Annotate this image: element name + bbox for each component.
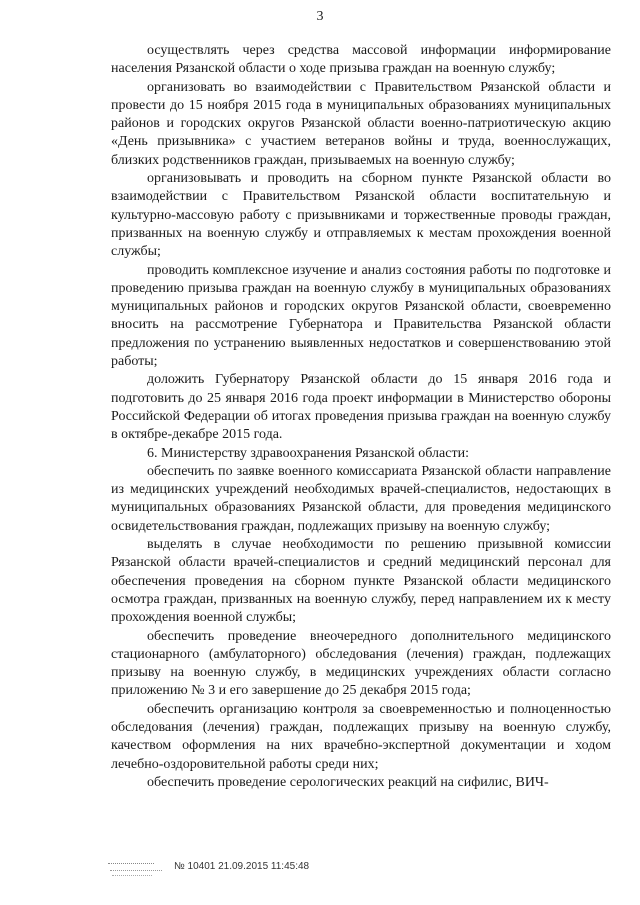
paragraph: обеспечить проведение внеочередного дополнительного медицинского стационарного (амбулаторного) обследования (лечения) граждан, подлежащих призыву на военную службу, в медицинских учреждениях области согласно приложению № 3 и его завершение до 25 декабря 2015 года; [111, 628, 611, 699]
paragraph: осуществлять через средства массовой информации информирование населения Рязанской области о ходе призыва граждан на военную службу; [111, 43, 611, 77]
document-body [111, 42, 611, 792]
paragraph: обеспечить по заявке военного комиссариата Рязанской области направление из медицинских учреждений необходимых врачей-специалистов, недостающих в муниципальных образованиях Рязанской области, для проведения медицинского освидетельствования граждан, подлежащих призыву на военную службу; [111, 463, 611, 534]
paragraph: проводить комплексное изучение и анализ состояния работы по подготовке и проведению призыва граждан на военную службу в муниципальных образованиях муниципальных районов и городских округов Рязанской области, своевременно вносить на рассмотрение Губернатора и Правительства Рязанской области предложения по устранению выявленных недостатков и совершенствованию этой работы; [111, 262, 611, 370]
page-number: 3 [316, 9, 324, 24]
paragraph: организовывать и проводить на сборном пункте Рязанской области во взаимодействии с Правительством Рязанской области воспитательную и культурно-массовую работу с призывниками и торжественные проводы граждан, призванных на военную службу и отправляемых к местам прохождения военной службы; [111, 171, 611, 260]
paragraph: обеспечить проведение серологических реакций на сифилис, ВИЧ- [147, 774, 549, 790]
paragraph: выделять в случае необходимости по решению призывной комиссии Рязанской области врачей-специалистов и средний медицинский персонал для обеспечения проведения на сборном пункте Рязанской области медицинского осмотра граждан, призванных на военную службу, перед направлением их к месту прохождения военной службы; [111, 537, 611, 626]
paragraph: обеспечить организацию контроля за своевременностью и полноценностью обследования (лечения) граждан, подлежащих призыву на военную службу, качеством оформления на них врачебно-экспертной документации и ходом лечебно-оздоровительной работы среди них; [111, 701, 611, 772]
paragraph: организовать во взаимодействии с Правительством Рязанской области и провести до 15 ноября 2015 года в муниципальных образованиях муниципальных районов и городских округов Рязанской области военно-патриотическую акцию «День призывника» с участием ветеранов войны и труда, военнослужащих, близких родственников граждан, призываемых на военную службу; [111, 79, 611, 168]
registration-stamp-mark [108, 863, 164, 877]
section-heading: 6. Министерству здравоохранения Рязанской области: [147, 445, 469, 461]
document-registration-info: № 10401 21.09.2015 11:45:48 [174, 861, 310, 872]
paragraph: доложить Губернатору Рязанской области до 15 января 2016 года и подготовить до 25 января 2016 года проект информации в Министерство обороны Российской Федерации об итогах проведения призыва граждан на военную службу в октябре-декабре 2015 года. [111, 372, 611, 443]
